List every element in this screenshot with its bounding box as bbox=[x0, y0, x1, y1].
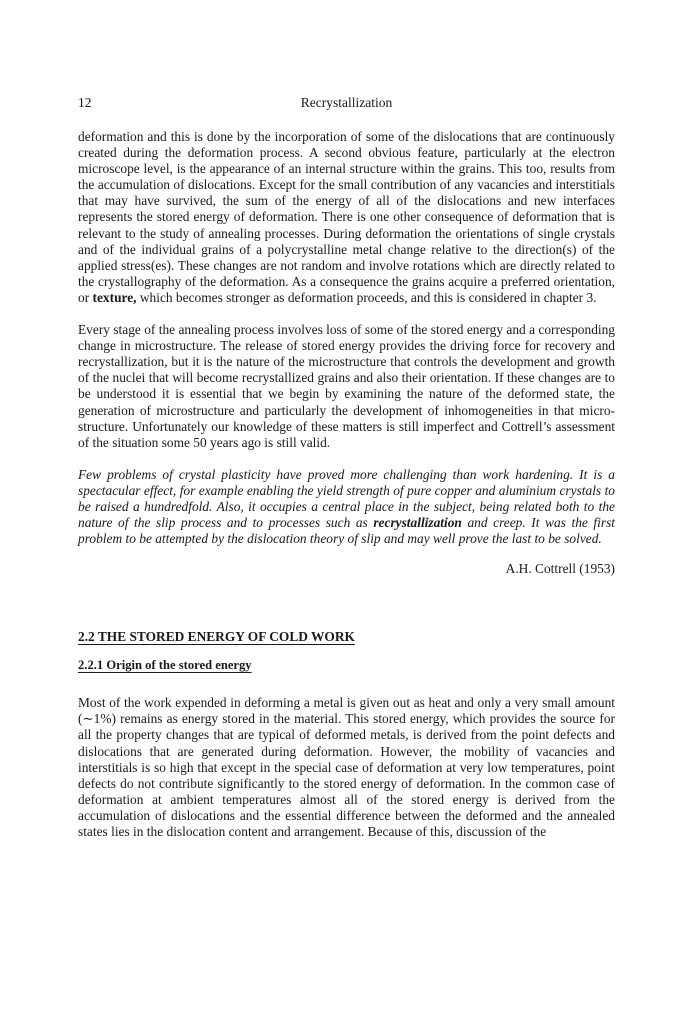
subsection-heading-text: 2.2.1 Origin of the stored energy bbox=[78, 658, 252, 673]
quote-text-end: and creep. It was the first problem to be attempted by the dislocation theory of slip and may well prove the last to be solved. bbox=[78, 515, 615, 547]
running-header bbox=[78, 94, 615, 116]
quote-text: Few problems of crystal plasticity have proved more challenging than work hardening. It is a spectacular effect, for example enabling the yield strength of pure copper and aluminium crystals to be raised a hundredfold. Also, it occupies a central place in the subject, being related both to the nature of the slip process and to processes such as bbox=[78, 466, 615, 531]
section-heading bbox=[78, 629, 615, 645]
section-heading-text: 2.2 THE STORED ENERGY OF COLD WORK bbox=[78, 629, 355, 645]
term-texture: texture, bbox=[92, 289, 137, 305]
block-quote bbox=[78, 467, 615, 547]
subsection-heading bbox=[78, 657, 615, 673]
body-paragraph-2: Every stage of the annealing process involves loss of some of the stored energy and a corresponding change in microstructure. The release of stored energy provides the driving force for recovery and recrystallization, but it is the nature of the microstructure that controls the development and growth of the nuclei that will become recrystallized grains and also their orientation. If these changes are to be understood it is essential that we begin by examining the nature of the deformed state, the generation of microstructure and particularly the development of inhomogeneities in that micro-structure. Unfortunately our knowledge of these matters is still imperfect and Cottrell’s assessment of the situation some 50 years ago is still valid. bbox=[78, 322, 615, 450]
paragraph-1-text-end: which becomes stronger as deformation proceeds, and this is considered in chapter 3. bbox=[136, 289, 597, 305]
body-paragraph-1 bbox=[78, 129, 615, 306]
paragraph-1-text: deformation and this is done by the incorporation of some of the dislocations that are continuously created during the deformation process. A second obvious feature, particularly at the electron microscope level, is the appearance of an internal structure within the grains. This too, results from the accumulation of dislocations. Except for the small contribution of any vacancies and interstitials that may have survived, the sum of the energy of all of the dislocations and new interfaces represents the stored energy of deformation. There is one other consequence of deformation that is relevant to the study of annealing processes. During deformation the orientations of single crystals and of the individual grains of a polycrystalline metal change relative to the direction(s) of the applied stress(es). These changes are not random and involve rotations which are directly related to the crystallography of the deformation. As a consequence the grains acquire a preferred orientation, or bbox=[78, 129, 615, 305]
page-number: 12 bbox=[78, 95, 92, 110]
running-title: Recrystallization bbox=[300, 95, 393, 110]
term-recrystallization: recrystallization bbox=[373, 515, 462, 531]
book-page bbox=[78, 94, 615, 840]
body-paragraph-3: Most of the work expended in deforming a metal is given out as heat and only a very small amount (∼1%) remains as energy stored in the material. This stored energy, which provides the source for all the property changes that are typical of deformed metals, is derived from the point defects and dislocations that are generated during deformation. However, the mobility of vacancies and interstitials is so high that except in the special case of deformation at very low temperatures, point defects do not contribute significantly to the stored energy of deformation. In the common case of deformation at ambient temperatures almost all of the stored energy is derived from the accumulation of dislocations and the essential difference between the deformed and the annealed states lies in the dislocation content and arrangement. Because of this, discussion of the bbox=[78, 695, 615, 839]
quote-attribution: A.H. Cottrell (1953) bbox=[505, 561, 615, 577]
